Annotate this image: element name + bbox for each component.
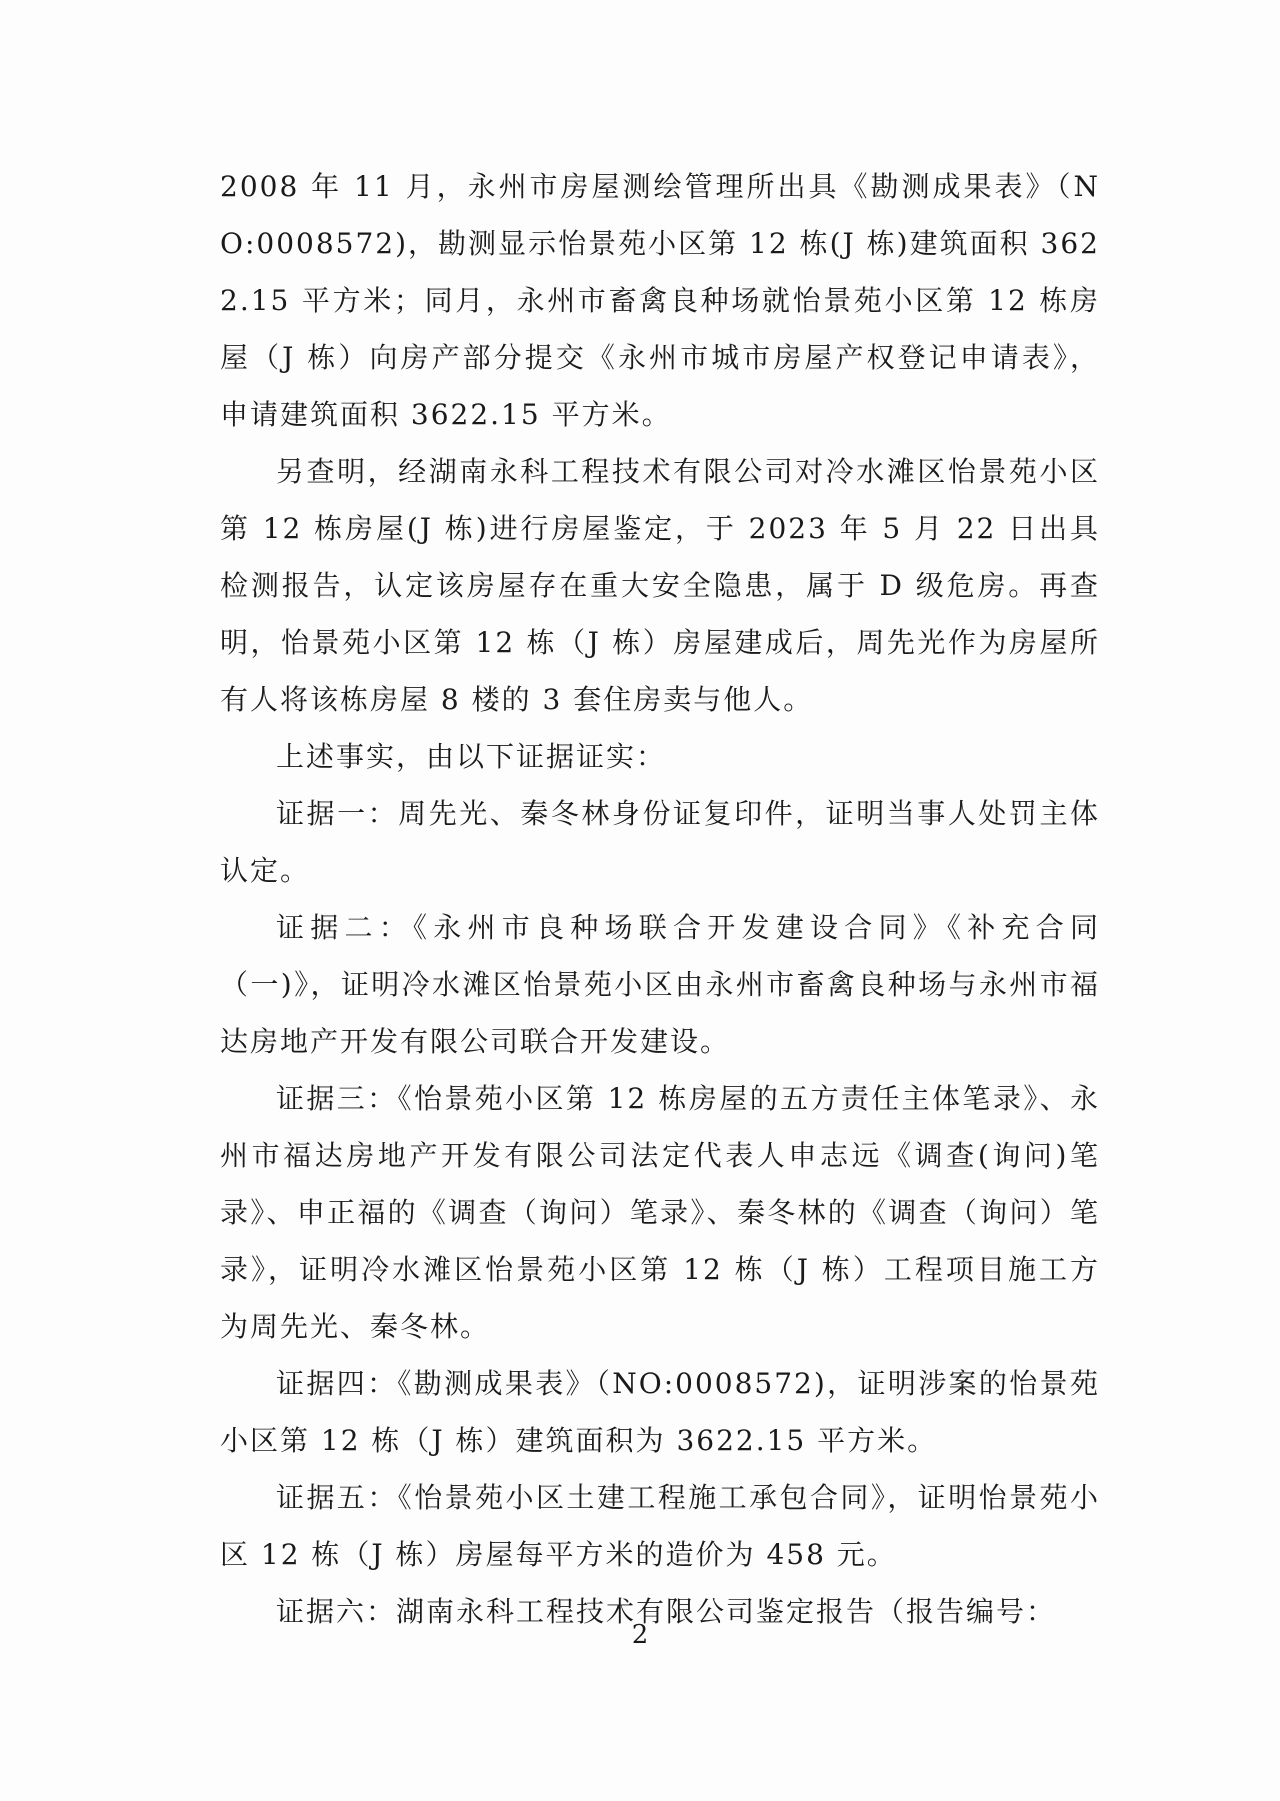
- paragraph-evidence-6: 证据六：湖南永科工程技术有限公司鉴定报告（报告编号：: [276, 1595, 1057, 1628]
- paragraph-evidence-1: 证据一：周先光、秦冬林身份证复印件，证明当事人处罚主体认定。: [220, 797, 1100, 887]
- paragraph-evidence-intro: 上述事实，由以下证据证实：: [276, 740, 667, 773]
- paragraph-evidence-5: 证据五：《怡景苑小区土建工程施工承包合同》，证明怡景苑小区 12 栋（J 栋）房屋每平方米的造价为 458 元。: [220, 1481, 1100, 1571]
- paragraph-evidence-2: 证据二：《永州市良种场联合开发建设合同》《补充合同（一)》，证明冷水滩区怡景苑小区由永州市畜禽良种场与永州市福达房地产开发有限公司联合开发建设。: [220, 911, 1100, 1058]
- document-body: [220, 158, 1100, 1640]
- paragraph-evidence-3: 证据三：《怡景苑小区第 12 栋房屋的五方责任主体笔录》、永州市福达房地产开发有限公司法定代表人申志远《调查(询问)笔录》、申正福的《调查（询问）笔录》、秦冬林的《调查（询问）笔录》，证明冷水滩区怡景苑小区第 12 栋（J 栋）工程项目施工方为周先光、秦冬林。: [220, 1082, 1100, 1343]
- paragraph-evidence-4: 证据四：《勘测成果表》（NO:0008572)，证明涉案的怡景苑小区第 12 栋（J 栋）建筑面积为 3622.15 平方米。: [220, 1367, 1100, 1457]
- paragraph-survey-result: 2008 年 11 月，永州市房屋测绘管理所出具《勘测成果表》（NO:0008572)，勘测显示怡景苑小区第 12 栋(J 栋)建筑面积 3622.15 平方米；同月，永州市畜禽良种场就怡景苑小区第 12 栋房屋（J 栋）向房产部分提交《永州市城市房屋产权登记申请表》，申请建筑面积 3622.15 平方米。: [220, 170, 1100, 431]
- paragraph-further-findings: 另查明，经湖南永科工程技术有限公司对冷水滩区怡景苑小区第 12 栋房屋(J 栋)进行房屋鉴定，于 2023 年 5 月 22 日出具检测报告，认定该房屋存在重大安全隐患，属于 D 级危房。再查明，怡景苑小区第 12 栋（J 栋）房屋建成后，周先光作为房屋所有人将该栋房屋 8 楼的 3 套住房卖与他人。: [220, 455, 1100, 716]
- page-number: 2: [631, 1620, 649, 1650]
